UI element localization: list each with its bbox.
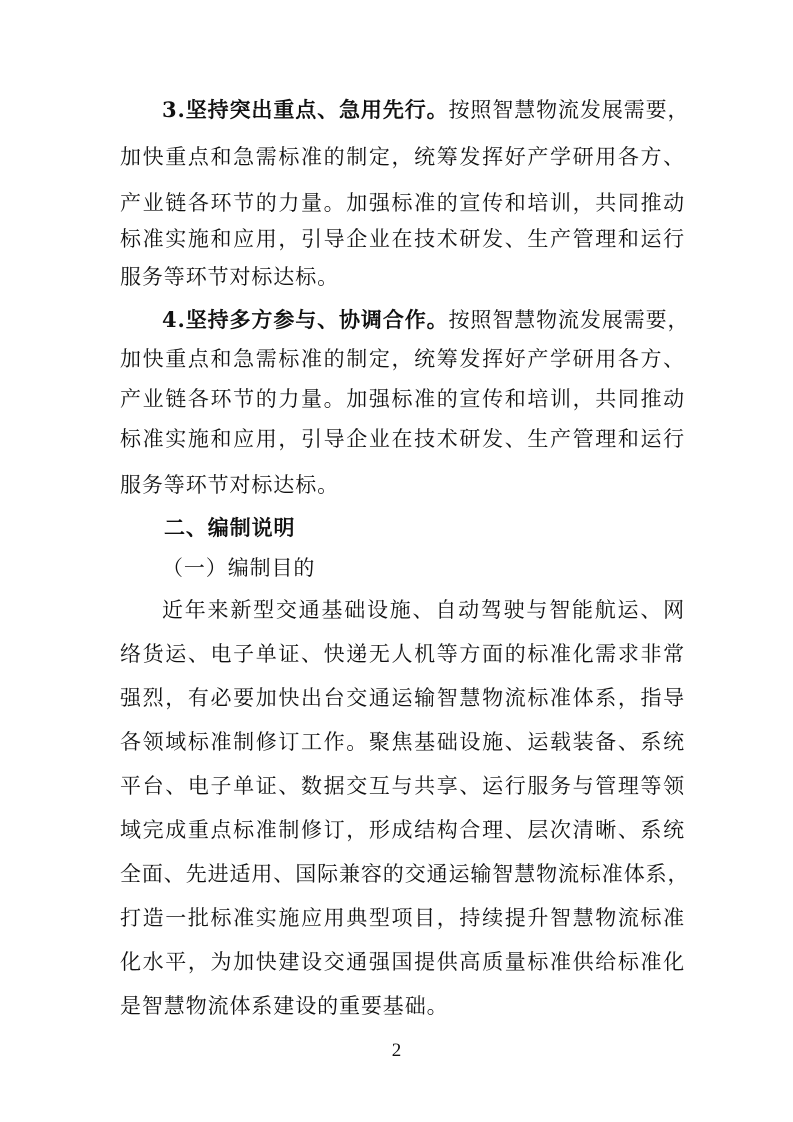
paragraph-line: 络货运、电子单证、快递无人机等方面的标准化需求非常 — [120, 642, 685, 666]
paragraph-line: 平台、电子单证、数据交互与共享、运行服务与管理等领 — [120, 774, 685, 798]
section-3-line: 加快重点和急需标准的制定，统筹发挥好产学研用各方、 — [120, 145, 685, 169]
paragraph-line: 化水平，为加快建设交通强国提供高质量标准供给标准化 — [120, 950, 685, 974]
section-heading: 二、编制说明 — [164, 516, 296, 540]
paragraph-line: 是智慧物流体系建设的重要基础。 — [120, 994, 449, 1018]
section-4-line: 加快重点和急需标准的制定，统筹发挥好产学研用各方、 — [120, 347, 685, 371]
section-4-text: 按照智慧物流发展需要， — [448, 308, 690, 332]
section-4-line: 服务等环节对标达标。 — [120, 473, 339, 497]
subsection-heading: （一）编制目的 — [162, 556, 316, 580]
paragraph-line: 强烈，有必要加快出台交通运输智慧物流标准体系，指导 — [120, 686, 685, 710]
section-4-line: 产业链各环节的力量。加强标准的宣传和培训，共同推动 — [120, 387, 685, 411]
section-3-line: 产业链各环节的力量。加强标准的宣传和培训，共同推动 — [120, 191, 685, 215]
page-number: 2 — [391, 1040, 402, 1061]
section-3-first-line — [162, 93, 690, 127]
paragraph-line: 近年来新型交通基础设施、自动驾驶与智能航运、网 — [162, 598, 685, 622]
paragraph-line: 全面、先进适用、国际兼容的交通运输智慧物流标准体系， — [120, 862, 690, 886]
section-3-line: 服务等环节对标达标。 — [120, 265, 339, 289]
section-3-text: 按照智慧物流发展需要， — [448, 98, 690, 122]
section-3-lead: 3.坚持突出重点、急用先行。 — [162, 97, 449, 122]
paragraph-line: 域完成重点标准制修订，形成结构合理、层次清晰、系统 — [120, 818, 685, 842]
paragraph-line: 各领域标准制修订工作。聚焦基础设施、运载装备、系统 — [120, 730, 685, 754]
section-3-line: 标准实施和应用，引导企业在技术研发、生产管理和运行 — [120, 227, 685, 251]
section-4-first-line — [162, 303, 690, 337]
section-4-line: 标准实施和应用，引导企业在技术研发、生产管理和运行 — [120, 427, 685, 451]
section-4-lead: 4.坚持多方参与、协调合作。 — [162, 307, 449, 332]
paragraph-line: 打造一批标准实施应用典型项目，持续提升智慧物流标准 — [120, 906, 685, 930]
